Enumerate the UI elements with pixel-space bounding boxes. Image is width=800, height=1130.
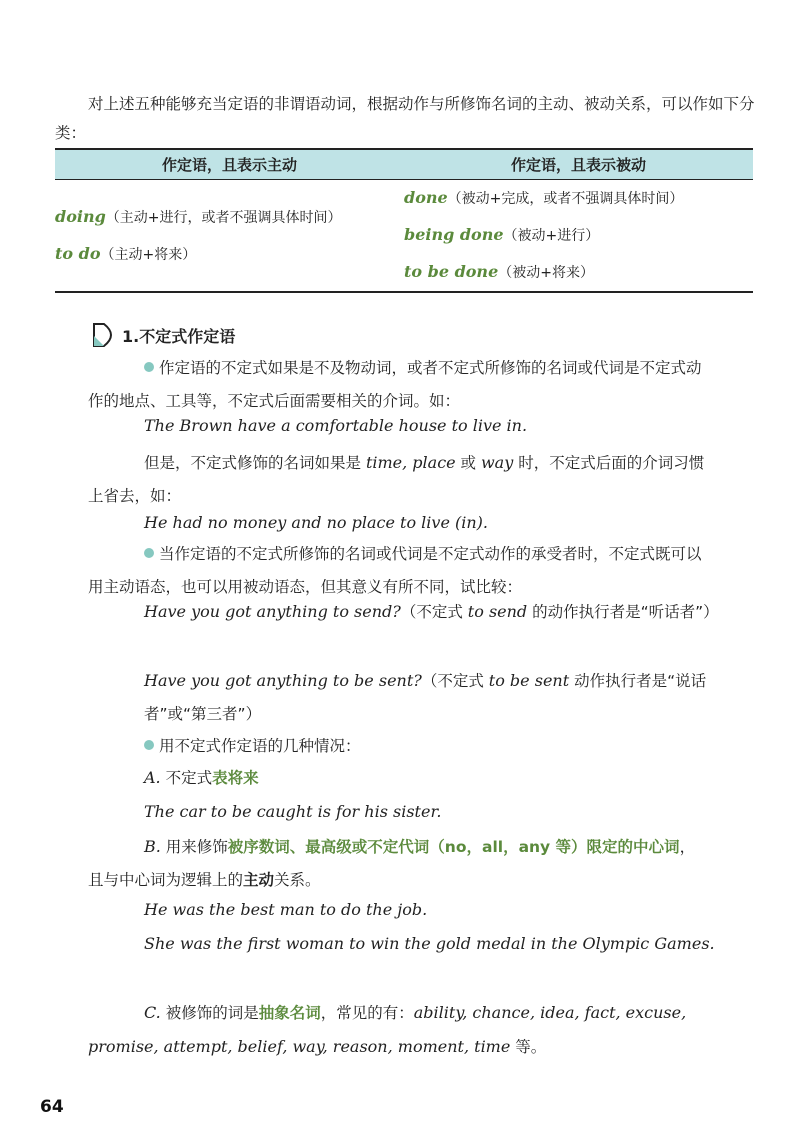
classification-table [55,148,753,293]
item-b: B. 用来修饰被序数词、最高级或不定代词（no，all，any 等）限定的中心词，且与中心词为逻辑上的主动关系。 [88,837,696,889]
example-1: The Brown have a comfortable house to live in. [144,416,528,435]
term-note: （被动+进行） [503,228,600,244]
page-number: 64 [40,1097,64,1117]
active-row [55,236,404,273]
table-header-passive: 作定语，且表示被动 [404,149,753,180]
example-7: She was the first woman to win the gold medal in the Olympic Games. [144,934,715,953]
table-header-active: 作定语，且表示主动 [55,149,404,180]
example-3: Have you got anything to send?（不定式 to send 的动作执行者是“听话者”） [144,602,719,621]
bullet-dot [144,740,154,750]
passive-row [404,180,753,217]
example-6: He was the best man to do the job. [144,900,428,919]
item-a: A. 不定式表将来 [144,768,259,787]
paragraph-4: 用不定式作定语的几种情况： [88,730,708,763]
section-title: 1.不定式作定语 [122,326,236,346]
term: being done [404,225,504,244]
active-row [55,199,404,236]
passive-row [404,254,753,291]
section-heading [90,320,235,350]
paragraph-3: 当作定语的不定式所修饰的名词或代词是不定式动作的承受者时，不定式既可以用主动语态，也可以用被动语态，但其意义有所不同，试比较： [88,545,702,596]
active-cell [55,180,404,293]
term-note: （主动+将来） [100,246,197,263]
example-4: Have you got anything to be sent?（不定式 to be sent 动作执行者是“说话者”或“第三者”） [144,671,707,723]
bullet-dot [144,362,154,372]
term-note: （被动+完成，或者不强调具体时间） [447,191,684,207]
bullet-dot [144,548,154,558]
play-icon [90,320,120,350]
term: to be done [404,262,499,281]
term-note: （主动+进行，或者不强调具体时间） [105,209,342,226]
item-c: C. 被修饰的词是抽象名词，常见的有：ability, chance, idea, fact, excuse, promise, attempt, belief, way, reason, moment, time 等。 [88,1003,687,1056]
intro-paragraph: 对上述五种能够充当定语的非谓语动词，根据动作与所修饰名词的主动、被动关系，可以作如下分类： [55,95,755,142]
term: done [404,188,448,207]
paragraph-2: 但是，不定式修饰的名词如果是 time, place 或 way 时，不定式后面的介词习惯上省去，如： [88,453,705,505]
paragraph-1: 作定语的不定式如果是不及物动词，或者不定式所修饰的名词或代词是不定式动作的地点、工具等，不定式后面需要相关的介词。如： [88,359,702,410]
passive-row [404,217,753,254]
term-note: （被动+将来） [498,265,594,281]
passive-cell [404,180,753,293]
term: to do [55,243,101,263]
example-2: He had no money and no place to live (in). [144,513,488,532]
term: doing [55,206,106,226]
example-5: The car to be caught is for his sister. [144,802,442,821]
